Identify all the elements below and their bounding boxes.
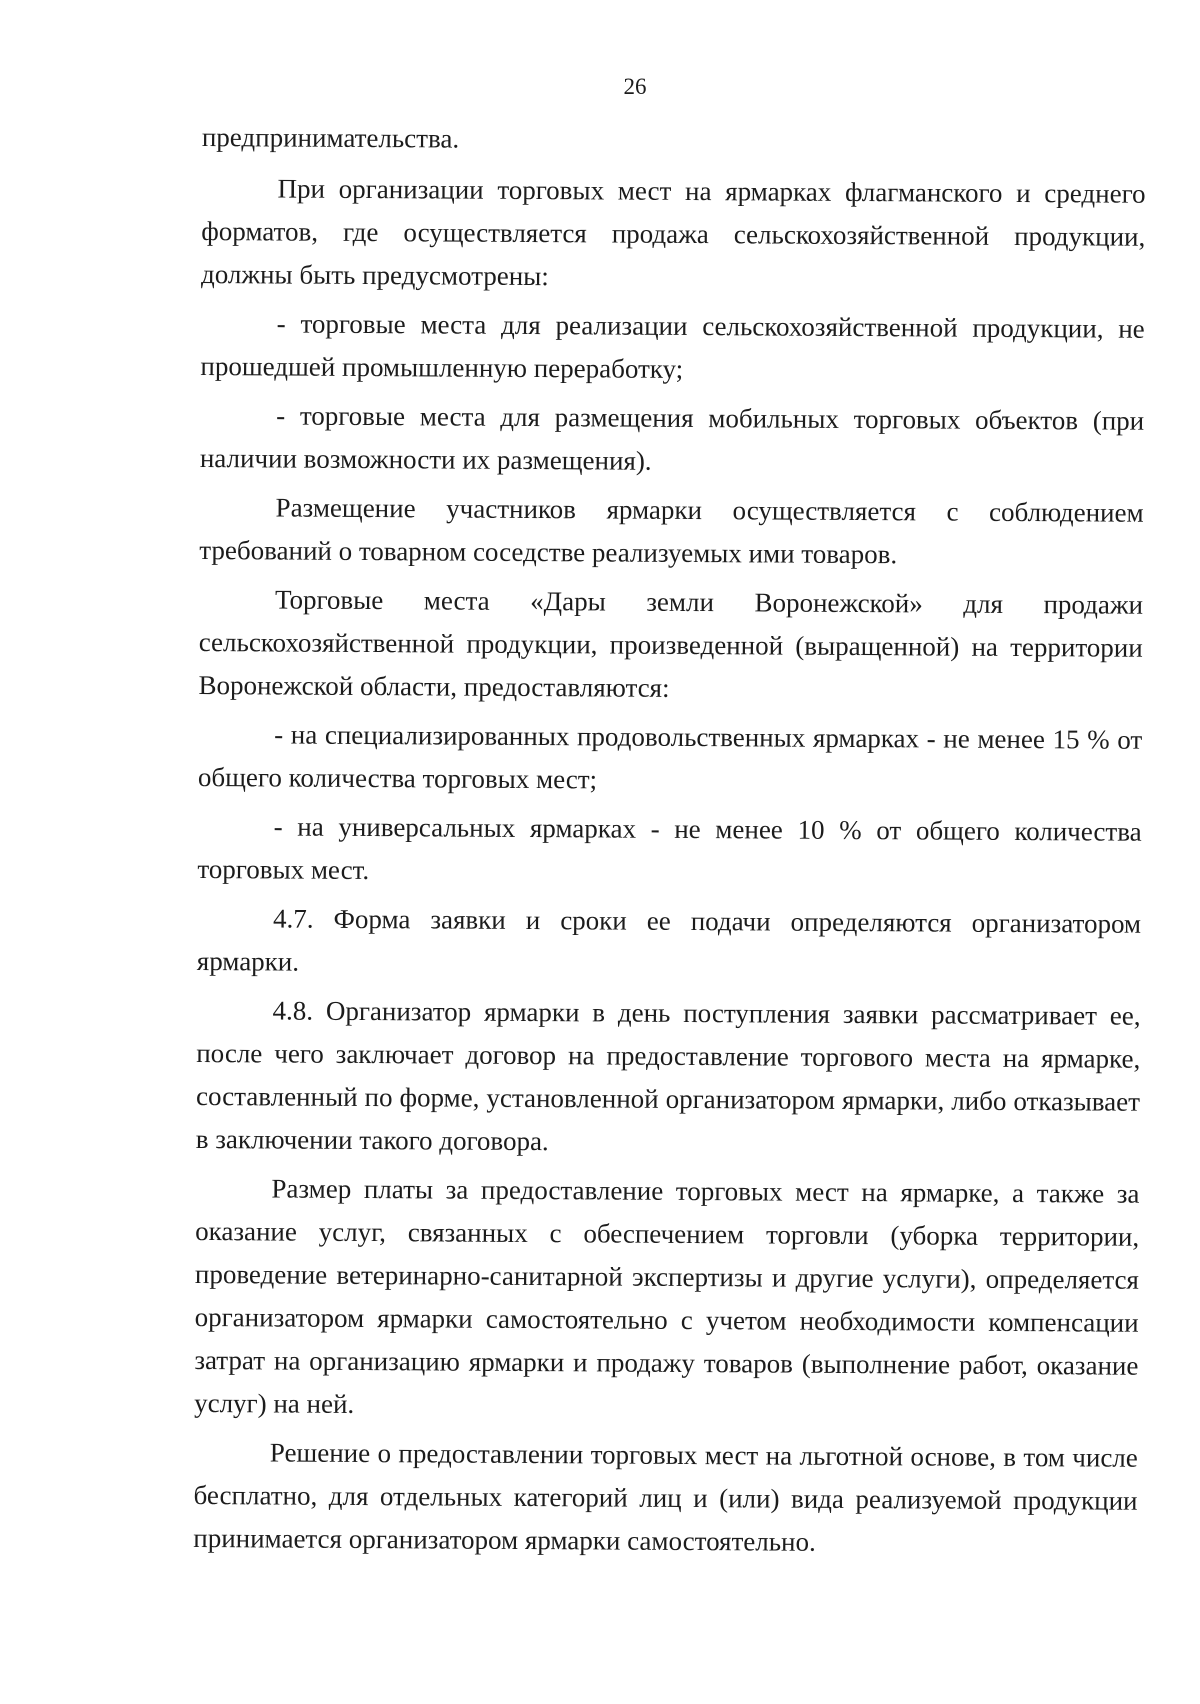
paragraph-preferential-basis: Решение о предоставлении торговых мест на льготной основе, в том числе бесплатно, для отдельных категорий лиц и (или) вида реализуемой продукции принимается организатором ярмарки самостоятельно. <box>193 1437 1138 1557</box>
paragraph-4-8: 4.8. Организатор ярмарки в день поступления заявки рассматривает ее, после чего заключает договор на предоставление торгового места на ярмарке, составленный по форме, установленной организатором ярмарки, либо отказывает в заключении такого договора. <box>195 995 1141 1157</box>
paragraph-4-7: 4.7. Форма заявки и сроки ее подачи определяются организатором ярмарки. <box>196 903 1142 977</box>
paragraph-continuation: предпринимательства. <box>201 121 460 154</box>
paragraph-participants-placement: Размещение участников ярмарки осуществляется с соблюдением требований о товарном соседстве реализуемых ими товаров. <box>199 492 1144 570</box>
page-number: 26 <box>623 74 647 99</box>
paragraph-dary-zemli: Торговые места «Дары земли Воронежской» для продажи сельскохозяйственной продукции, произведенной (выращенной) на территории Воронежской области, предоставляются: <box>198 584 1144 703</box>
document-body <box>193 116 1146 1566</box>
paragraph-fee-size: Размер платы за предоставление торговых мест на ярмарке, а также за оказание услуг, связанных с обеспечением торговли (уборка территории, проведение ветеринарно-санитарной экспертизы и другие услуги), определяется организатором ярмарки самостоятельно с учетом необходимости компенсации затрат на организацию ярмарки и продажу товаров (выполнение работ, оказание услуг) на ней. <box>194 1173 1140 1419</box>
list-item-agricultural-places: - торговые места для реализации сельскохозяйственной продукции, не прошедшей промышленную переработку; <box>200 308 1145 384</box>
list-item-specialized-fairs: - на специализированных продовольственных ярмарках - не менее 15 % от общего количества торговых мест; <box>197 719 1143 795</box>
list-item-mobile-objects: - торговые места для размещения мобильных торговых объектов (при наличии возможности их размещения). <box>199 400 1145 476</box>
list-item-universal-fairs: - на универсальных ярмарках - не менее 10 % от общего количества торговых мест. <box>197 811 1142 886</box>
paragraph-flagship-formats: При организации торговых мест на ярмарках флагманского и среднего форматов, где осуществляется продажа сельскохозяйственной продукции, должны быть предусмотрены: <box>200 173 1146 292</box>
